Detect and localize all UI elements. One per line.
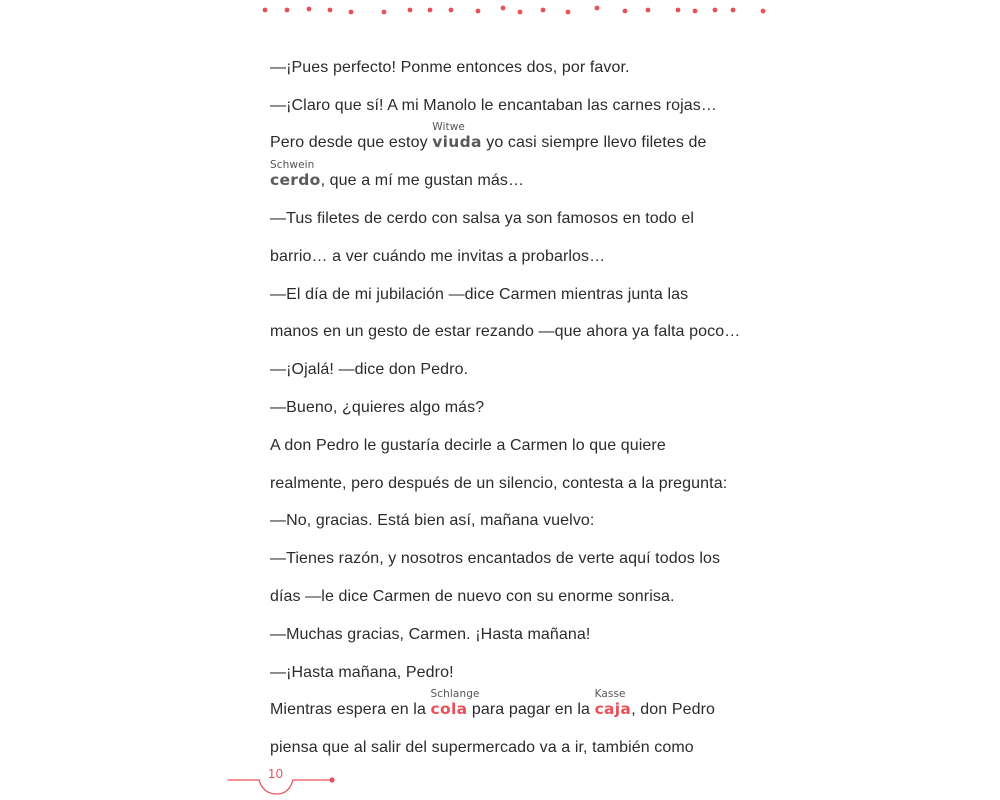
text-fragment: Pero desde que estoy <box>270 134 433 152</box>
story-text <box>270 40 740 758</box>
page-number-ornament <box>225 762 345 798</box>
paragraph-text: —Tienes razón, y nosotros encantados de verte aquí todos los <box>270 550 721 568</box>
paragraph-text: —¡Ojalá! —dice don Pedro. <box>270 361 469 379</box>
text-line <box>270 116 740 154</box>
translation-gloss: Schlange <box>430 688 480 701</box>
paragraph-text <box>270 159 525 191</box>
text-fragment: yo casi siempre llevo filetes de <box>481 134 707 152</box>
decorative-dot <box>693 9 698 14</box>
vocab-word <box>594 688 632 720</box>
decorative-dot <box>541 8 546 13</box>
text-line <box>270 191 740 229</box>
decorative-dot <box>761 9 766 14</box>
translation-gloss: Schwein <box>270 159 315 172</box>
paragraph-text: —Muchas gracias, Carmen. ¡Hasta mañana! <box>270 625 591 643</box>
decorative-dot <box>676 8 681 13</box>
decorative-dot <box>349 10 354 15</box>
highlighted-word: cola <box>430 700 468 719</box>
decorative-dot <box>476 9 481 14</box>
vocab-word <box>270 159 321 191</box>
paragraph-text: —No, gracias. Está bien así, mañana vuelvo: <box>270 512 595 530</box>
text-line <box>270 305 740 343</box>
highlighted-word: cerdo <box>270 171 321 190</box>
text-fragment: para pagar en la <box>467 701 595 719</box>
paragraph-text <box>270 688 716 720</box>
text-line <box>270 380 740 418</box>
paragraph-text: —Tus filetes de cerdo con salsa ya son famosos en todo el <box>270 209 694 227</box>
paragraph-text: barrio… a ver cuándo me invitas a probarlos… <box>270 247 606 265</box>
paragraph-text: —Bueno, ¿quieres algo más? <box>270 398 485 416</box>
decorative-dot <box>382 10 387 15</box>
highlighted-word: viuda <box>432 133 482 152</box>
text-line <box>270 267 740 305</box>
text-line <box>270 456 740 494</box>
paragraph-text: A don Pedro le gustaría decirle a Carmen lo que quiere <box>270 436 666 454</box>
text-line <box>270 531 740 569</box>
decorative-dot <box>501 6 506 11</box>
decorative-dot <box>428 8 433 13</box>
decorative-dot <box>518 10 523 15</box>
decorative-dot <box>595 6 600 11</box>
text-line <box>270 78 740 116</box>
text-line <box>270 720 740 758</box>
text-line <box>270 569 740 607</box>
paragraph-text: —¡Hasta mañana, Pedro! <box>270 663 454 681</box>
decorative-dot <box>285 8 290 13</box>
text-fragment: Mientras espera en la <box>270 701 431 719</box>
decorative-dot-border <box>0 0 1000 20</box>
paragraph-text: realmente, pero después de un silencio, contesta a la pregunta: <box>270 474 728 492</box>
paragraph-text: días —le dice Carmen de nuevo con su enorme sonrisa. <box>270 587 675 605</box>
text-fragment: , don Pedro <box>631 701 716 719</box>
decorative-dot <box>408 8 413 13</box>
text-line <box>270 418 740 456</box>
decorative-dot <box>623 9 628 14</box>
paragraph-text: —¡Claro que sí! A mi Manolo le encantaban las carnes rojas… <box>270 96 718 114</box>
decorative-dot <box>307 7 312 12</box>
text-line <box>270 229 740 267</box>
decorative-dot <box>731 8 736 13</box>
paragraph-text: piensa que al salir del supermercado va a ir, también como <box>270 739 694 757</box>
paragraph-text: —¡Pues perfecto! Ponme entonces dos, por favor. <box>270 58 630 76</box>
text-line <box>270 494 740 532</box>
text-line <box>270 645 740 683</box>
translation-gloss: Witwe <box>432 121 465 134</box>
paragraph-text: manos en un gesto de estar rezando —que ahora ya falta poco… <box>270 323 741 341</box>
decorative-dot <box>449 8 454 13</box>
decorative-dot <box>713 8 718 13</box>
page-number: 10 <box>268 766 284 781</box>
text-line <box>270 40 740 78</box>
paragraph-text <box>270 121 707 153</box>
text-line <box>270 607 740 645</box>
vocab-word <box>430 688 480 720</box>
paragraph-text: —El día de mi jubilación —dice Carmen mientras junta las <box>270 285 689 303</box>
text-line <box>270 683 740 721</box>
text-fragment: , que a mí me gustan más… <box>320 172 525 190</box>
text-line <box>270 342 740 380</box>
text-line <box>270 153 740 191</box>
decorative-dot <box>646 8 651 13</box>
highlighted-word: caja <box>594 700 632 719</box>
translation-gloss: Kasse <box>594 688 626 701</box>
vocab-word <box>432 121 482 153</box>
decorative-dot <box>566 10 571 15</box>
decorative-dot <box>328 8 333 13</box>
decorative-dot <box>263 8 268 13</box>
